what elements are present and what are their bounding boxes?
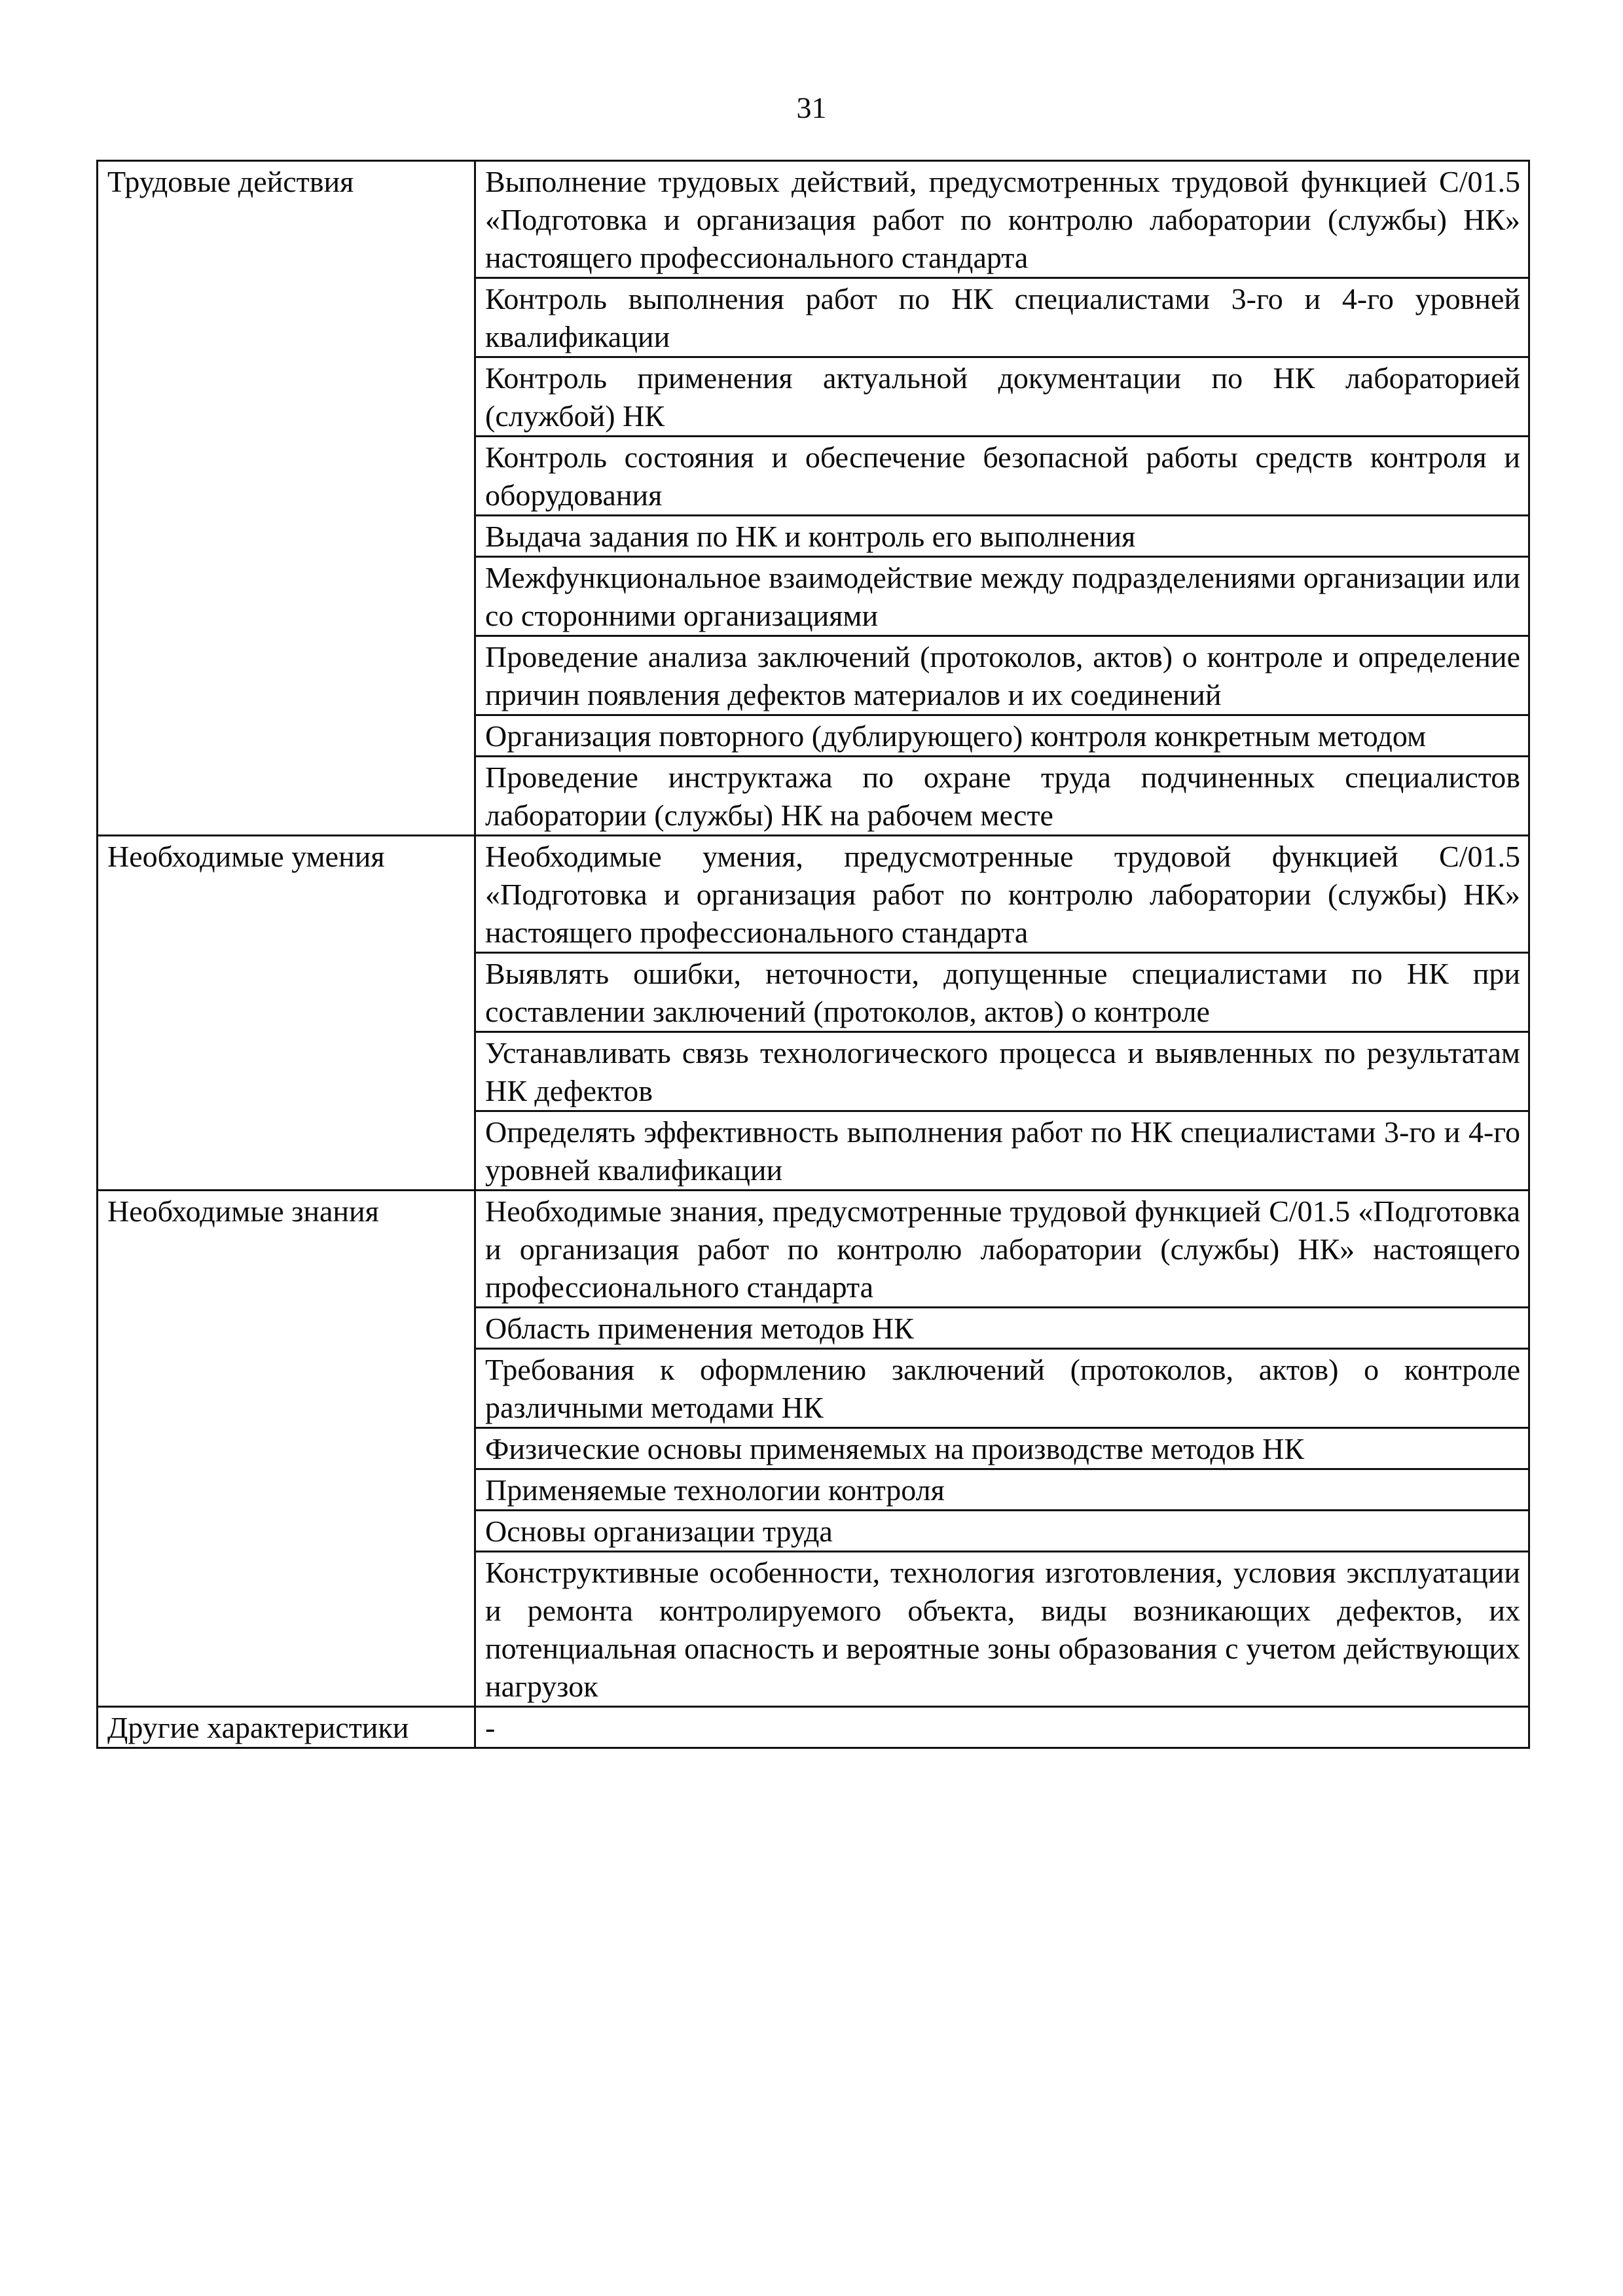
section-item: Контроль состояния и обеспечение безопасной работы средств контроля и оборудования <box>475 437 1529 516</box>
page-number: 31 <box>796 91 827 124</box>
section-label: Трудовые действия <box>98 161 475 836</box>
section-item: Необходимые знания, предусмотренные трудовой функцией С/01.5 «Подготовка и организация работ по контролю лаборатории (службы) НК» настоящего профессионального стандарта <box>475 1191 1529 1308</box>
section-item: Межфункциональное взаимодействие между подразделениями организации или со сторонними организациями <box>475 557 1529 636</box>
section-item: Организация повторного (дублирующего) контроля конкретным методом <box>475 715 1529 757</box>
section-item: Выполнение трудовых действий, предусмотренных трудовой функцией С/01.5 «Подготовка и организация работ по контролю лаборатории (службы) НК» настоящего профессионального стандарта <box>475 161 1529 278</box>
table-row <box>98 836 1529 953</box>
section-item: Контроль применения актуальной документации по НК лабораторией (службой) НК <box>475 357 1529 437</box>
section-item: Применяемые технологии контроля <box>475 1469 1529 1511</box>
section-item: Требования к оформлению заключений (протоколов, актов) о контроле различными методами НК <box>475 1349 1529 1428</box>
section-item: Проведение анализа заключений (протоколов, актов) о контроле и определение причин появления дефектов материалов и их соединений <box>475 636 1529 715</box>
section-item: Проведение инструктажа по охране труда подчиненных специалистов лаборатории (службы) НК на рабочем месте <box>475 757 1529 836</box>
section-item: Основы организации труда <box>475 1511 1529 1552</box>
section-item: Выдача задания по НК и контроль его выполнения <box>475 516 1529 557</box>
section-item: Физические основы применяемых на производстве методов НК <box>475 1428 1529 1469</box>
section-label: Другие характеристики <box>98 1707 475 1748</box>
section-item: Контроль выполнения работ по НК специалистами 3-го и 4-го уровней квалификации <box>475 278 1529 357</box>
table-body <box>98 161 1529 1748</box>
table-row <box>98 161 1529 278</box>
section-item: Устанавливать связь технологического процесса и выявленных по результатам НК дефектов <box>475 1032 1529 1111</box>
section-item: Конструктивные особенности, технология изготовления, условия эксплуатации и ремонта контролируемого объекта, виды возникающих дефектов, их потенциальная опасность и вероятные зоны образования с учетом действующих нагрузок <box>475 1552 1529 1707</box>
section-item: Область применения методов НК <box>475 1308 1529 1349</box>
table-row <box>98 1707 1529 1748</box>
section-label: Необходимые знания <box>98 1191 475 1707</box>
table-row <box>98 1191 1529 1308</box>
section-item: Выявлять ошибки, неточности, допущенные специалистами по НК при составлении заключений (протоколов, актов) о контроле <box>475 953 1529 1032</box>
section-item: Определять эффективность выполнения работ по НК специалистами 3-го и 4-го уровней квалификации <box>475 1111 1529 1191</box>
section-item: Необходимые умения, предусмотренные трудовой функцией С/01.5 «Подготовка и организация работ по контролю лаборатории (службы) НК» настоящего профессионального стандарта <box>475 836 1529 953</box>
characteristics-table <box>96 160 1530 1749</box>
section-item: - <box>475 1707 1529 1748</box>
section-label: Необходимые умения <box>98 836 475 1191</box>
